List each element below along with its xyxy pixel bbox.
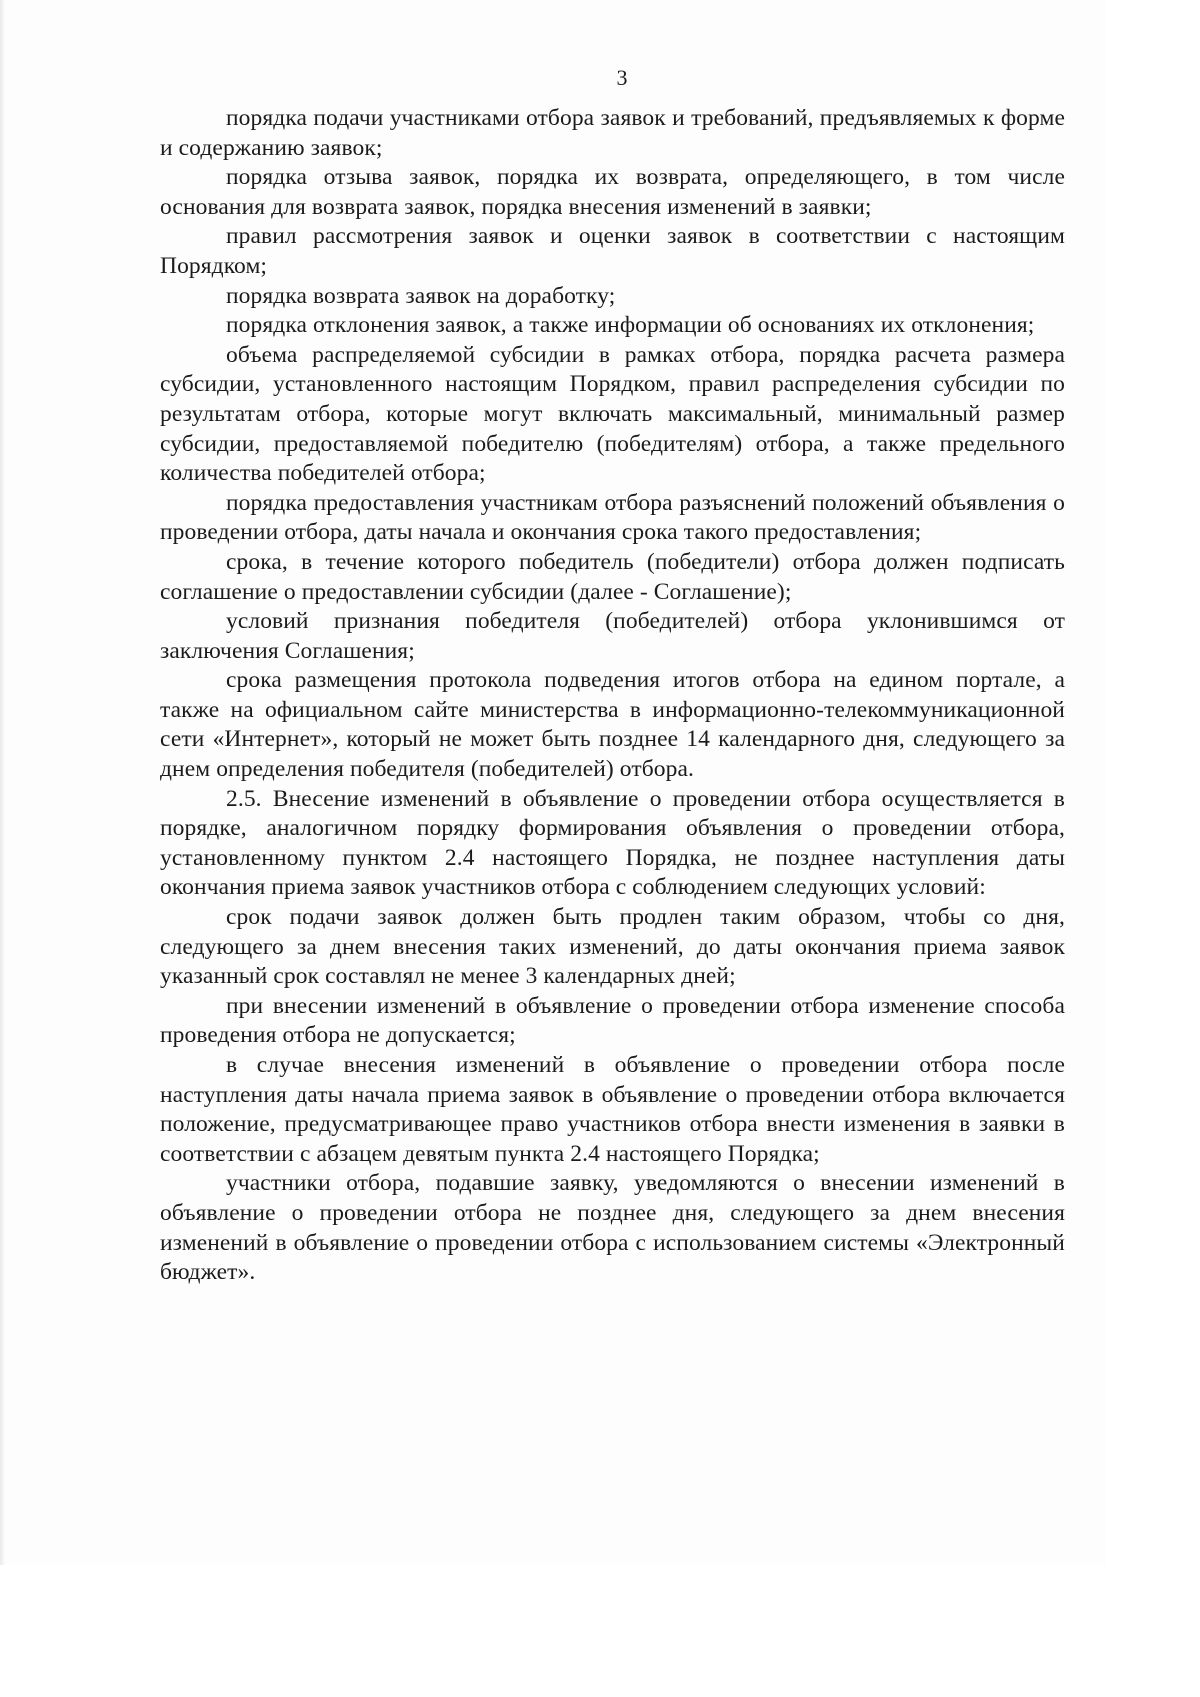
paragraph: срока размещения протокола подведения итогов отбора на едином портале, а также на официальном сайте министерства в информационно-телекоммуникационной сети «Интернет», который не может быть позднее 14 календарного дня, следующего за днем определения победителя (победителей) отбора.: [160, 667, 1065, 783]
paragraph: срока, в течение которого победитель (победители) отбора должен подписать соглашение о предоставлении субсидии (далее - Соглашение);: [160, 548, 1065, 605]
paragraph: порядка возврата заявок на доработку;: [226, 282, 616, 309]
paragraph: порядка отклонения заявок, а также информации об основаниях их отклонения;: [226, 312, 1035, 339]
paragraph: условий признания победителя (победителей) отбора уклонившимся от заключения Соглашения;: [160, 608, 1065, 664]
paragraph: порядка предоставления участникам отбора разъяснений положений объявления о проведении отбора, даты начала и окончания срока такого предоставления;: [160, 489, 1065, 546]
paragraph: в случае внесения изменений в объявление о проведении отбора после наступления даты начала приема заявок в объявление о проведении отбора включается положение, предусматривающее право участников отбора внести изменения в заявки в соответствии с абзацем девятым пункта 2.4 настоящего Порядка;: [160, 1052, 1065, 1167]
paragraph: порядка отзыва заявок, порядка их возврата, определяющего, в том числе основания для возврата заявок, порядка внесения изменений в заявки;: [160, 164, 1065, 220]
paragraph: объема распределяемой субсидии в рамках отбора, порядка расчета размера субсидии, установленного настоящим Порядком, правил распределения субсидии по результатам отбора, которые могут включать максимальный, минимальный размер субсидии, предоставляемой победителю (победителям) отбора, а также предельного количества победителей отбора;: [160, 341, 1065, 487]
section-paragraph-2-5: 2.5. Внесение изменений в объявление о проведении отбора осуществляется в порядке, аналогичном порядку формирования объявления о проведении отбора, установленному пунктом 2.4 настоящего Порядка, не позднее наступления даты окончания приема заявок участников отбора с соблюдением следующих условий:: [160, 785, 1065, 901]
page-number: 3: [616, 65, 628, 90]
paragraph: срок подачи заявок должен быть продлен таким образом, чтобы со дня, следующего за днем внесения таких изменений, до даты окончания приема заявок указанный срок составлял не менее 3 календарных дней;: [160, 904, 1065, 990]
document-body: [160, 104, 1065, 1288]
paragraph: участники отбора, подавшие заявку, уведомляются о внесении изменений в объявление о проведении отбора не позднее дня, следующего за днем внесения изменений в объявление о проведении отбора с использованием системы «Электронный бюджет».: [160, 1170, 1065, 1286]
paragraph: при внесении изменений в объявление о проведении отбора изменение способа проведения отбора не допускается;: [160, 992, 1065, 1049]
scan-edge-shadow: [0, 0, 5, 1565]
paragraph: порядка подачи участниками отбора заявок и требований, предъявляемых к форме и содержанию заявок;: [160, 105, 1065, 161]
paragraph: правил рассмотрения заявок и оценки заявок в соответствии с настоящим Порядком;: [160, 223, 1065, 279]
